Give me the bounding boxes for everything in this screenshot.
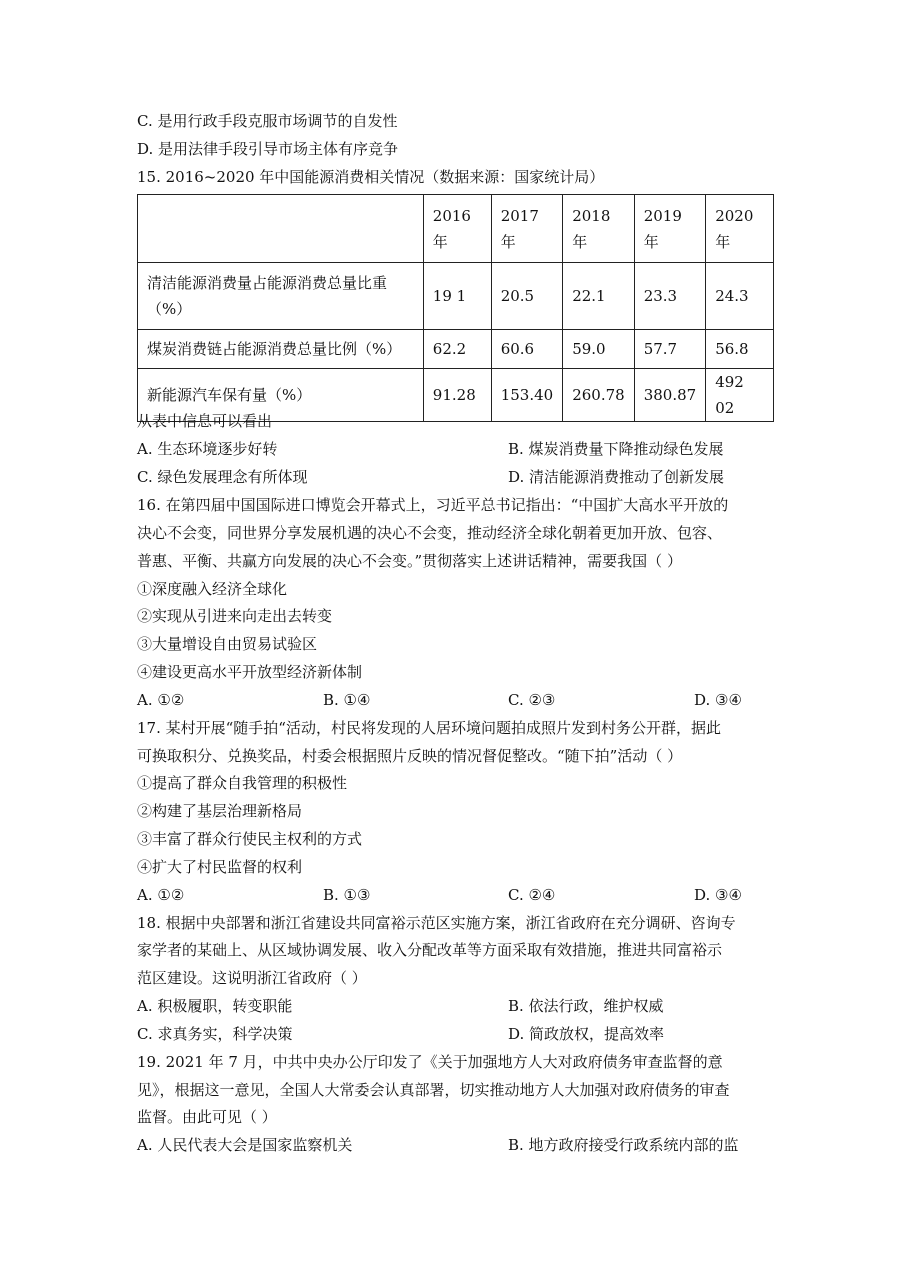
q18-option-b: B. 依法行政，维护权威	[508, 997, 664, 1015]
table-row	[138, 263, 774, 330]
cell-value: 492 02	[706, 369, 774, 422]
q15-option-c: C. 绿色发展理念有所体现	[137, 468, 308, 486]
q19-stem-line: 监督。由此可见（ ）	[137, 1108, 277, 1126]
q18-option-a: A. 积极履职，转变职能	[137, 997, 293, 1015]
row-label: 煤炭消费链占能源消费总量比例（%）	[138, 330, 424, 369]
q17-item: ①提高了群众自我管理的积极性	[137, 774, 348, 792]
q17-stem-line: 可换取积分、兑换奖品，村委会根据照片反映的情况督促整改。“随下拍”活动（ ）	[137, 747, 683, 765]
q16-item: ①深度融入经济全球化	[137, 580, 288, 598]
q17-option-a: A. ①②	[137, 886, 185, 904]
q15-options-row-1	[137, 439, 787, 459]
q19-stem-line: 见》，根据这一意见，全国人大常委会认真部署，切实推动地方人大加强对政府债务的审查	[137, 1081, 730, 1099]
cell-value: 62.2	[423, 330, 491, 369]
q18-options-row-2	[137, 1024, 787, 1044]
q16-stem-line: 16. 在第四届中国国际进口博览会开幕式上，习近平总书记指出：“中国扩大高水平开放的	[137, 496, 729, 514]
q16-stem-line: 决心不会变，同世界分享发展机遇的决心不会变，推动经济全球化朝着更加开放、包容、	[137, 524, 723, 542]
cell-value: 57.7	[634, 330, 706, 369]
header-2019: 2019 年	[634, 195, 706, 263]
cell-value: 20.5	[491, 263, 563, 330]
q17-item: ③丰富了群众行使民主权利的方式	[137, 830, 363, 848]
table-header-row	[138, 195, 774, 263]
q15-option-b: B. 煤炭消费量下降推动绿色发展	[508, 440, 724, 458]
q17-item: ④扩大了村民监督的权利	[137, 858, 303, 876]
table-row	[138, 330, 774, 369]
header-2020: 2020 年	[706, 195, 774, 263]
cell-value: 23.3	[634, 263, 706, 330]
cell-value: 22.1	[563, 263, 635, 330]
cell-value: 24.3	[706, 263, 774, 330]
q18-stem-line: 范区建设。这说明浙江省政府（ ）	[137, 969, 367, 987]
cell-value: 19 1	[423, 263, 491, 330]
q19-option-b: B. 地方政府接受行政系统内部的监	[508, 1136, 739, 1154]
row-label: 新能源汽车保有量（%）	[138, 369, 424, 422]
header-2017: 2017 年	[491, 195, 563, 263]
q15-option-d: D. 清洁能源消费推动了创新发展	[508, 468, 725, 486]
cell-value: 59.0	[563, 330, 635, 369]
header-2018: 2018 年	[563, 195, 635, 263]
q16-stem-line: 普惠、平衡、共赢方向发展的决心不会变。”贯彻落实上述讲话精神，需要我国（ ）	[137, 552, 682, 570]
q16-options-row	[137, 690, 787, 710]
q15-title: 15. 2016~2020 年中国能源消费相关情况（数据来源：国家统计局）	[137, 168, 605, 186]
cell-value: 56.8	[706, 330, 774, 369]
energy-table	[137, 194, 774, 422]
cell-value: 380.87	[634, 369, 706, 422]
q16-item: ④建设更高水平开放型经济新体制	[137, 663, 363, 681]
header-2016: 2016 年	[423, 195, 491, 263]
q16-item: ③大量增设自由贸易试验区	[137, 635, 318, 653]
q18-option-c: C. 求真务实，科学决策	[137, 1025, 293, 1043]
q18-stem-line: 18. 根据中央部署和浙江省建设共同富裕示范区实施方案，浙江省政府在充分调研、咨询专	[137, 914, 736, 932]
table-corner-cell	[138, 195, 424, 263]
q14-option-d: D. 是用法律手段引导市场主体有序竞争	[137, 140, 399, 158]
q17-option-d: D. ③④	[694, 886, 742, 904]
q19-stem-line: 19. 2021 年 7 月，中共中央办公厅印发了《关于加强地方人大对政府债务审查监督的意	[137, 1053, 723, 1071]
cell-value: 91.28	[423, 369, 491, 422]
q14-option-c: C. 是用行政手段克服市场调节的自发性	[137, 112, 398, 130]
q18-stem-line: 家学者的某础上、从区域协调发展、收入分配改革等方面采取有效措施，推进共同富裕示	[137, 941, 723, 959]
q16-option-a: A. ①②	[137, 691, 185, 709]
q17-stem-line: 17. 某村开展“随手拍“活动，村民将发现的人居环境问题拍成照片发到村务公开群，据此	[137, 719, 721, 737]
q17-option-c: C. ②④	[508, 886, 556, 904]
cell-value: 260.78	[563, 369, 635, 422]
q17-options-row	[137, 885, 787, 905]
q15-options-row-2	[137, 467, 787, 487]
q16-option-d: D. ③④	[694, 691, 742, 709]
q16-item: ②实现从引进来向走出去转变	[137, 607, 333, 625]
q19-option-a: A. 人民代表大会是国家监察机关	[137, 1136, 353, 1154]
row-label: 清洁能源消费量占能源消费总量比重（%）	[138, 263, 424, 330]
q16-option-b: B. ①④	[323, 691, 371, 709]
q15-option-a: A. 生态环境逐步好转	[137, 440, 278, 458]
q18-option-d: D. 简政放权，提高效率	[508, 1025, 665, 1043]
q19-options-row-1	[137, 1135, 787, 1155]
q18-options-row-1	[137, 996, 787, 1016]
q16-option-c: C. ②③	[508, 691, 556, 709]
cell-value: 153.40	[491, 369, 563, 422]
q17-option-b: B. ①③	[323, 886, 371, 904]
q15-stem: 从表中信息可以看出	[137, 412, 273, 430]
q17-item: ②构建了基层治理新格局	[137, 802, 303, 820]
cell-value: 60.6	[491, 330, 563, 369]
